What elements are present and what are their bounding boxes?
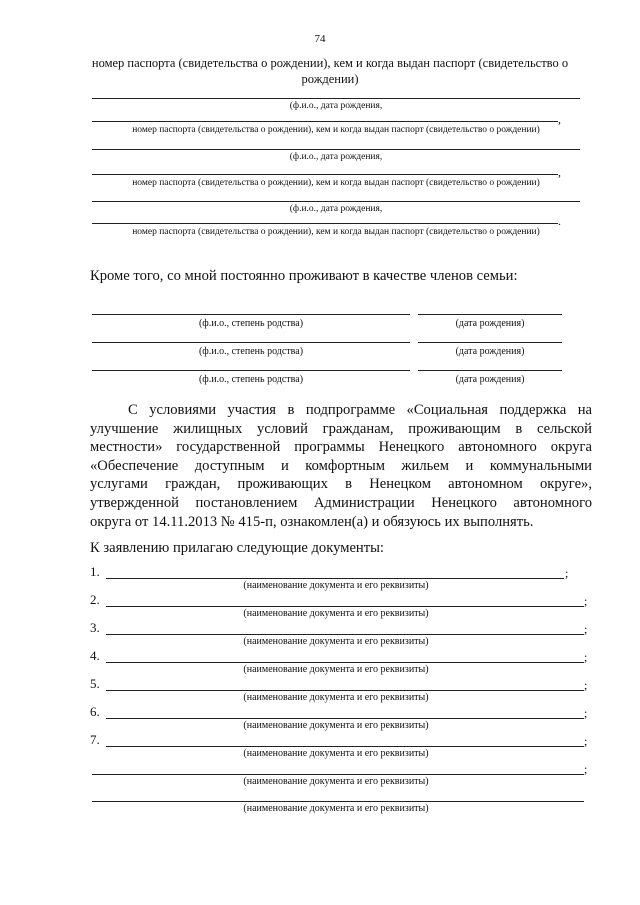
applicant-line: [92, 121, 558, 122]
family-name-line: [92, 314, 410, 315]
conditions-paragraph: [90, 401, 592, 531]
document-caption: (наименование документа и его реквизиты): [243, 776, 429, 787]
document-line: [106, 634, 584, 635]
conditions-line: С условиями участия в подпрограмме «Социальная поддержка на: [128, 402, 592, 418]
conditions-line: улучшение жилищных условий гражданам, проживающим в сельской: [90, 420, 592, 437]
document-caption: (наименование документа и его реквизиты): [243, 692, 429, 703]
passport-caption: номер паспорта (свидетельства о рождении), кем и когда выдан паспорт (свидетельство о рождении): [132, 178, 540, 188]
fio-caption: (ф.и.о., дата рождения,: [289, 152, 383, 162]
intro-passport-caption: [80, 55, 580, 87]
family-date-line: [418, 370, 562, 371]
document-number: 2.: [90, 592, 100, 607]
conditions-line: «Обеспечение доступным и комфортным жильем и коммунальными: [90, 457, 592, 474]
comma-mark: ,: [558, 112, 561, 126]
family-name-caption: (ф.и.о., степень родства): [198, 318, 304, 329]
document-line: [92, 774, 584, 775]
document-caption: (наименование документа и его реквизиты): [243, 580, 429, 591]
document-line: [106, 662, 584, 663]
semicolon-mark: ;: [584, 734, 588, 748]
documents-heading: К заявлению прилагаю следующие документы:: [90, 540, 384, 556]
semicolon-mark: ;: [565, 566, 569, 580]
applicant-line: [92, 174, 558, 175]
semicolon-mark: ;: [584, 678, 588, 692]
family-name-caption: (ф.и.о., степень родства): [198, 346, 304, 357]
document-number: 6.: [90, 704, 100, 719]
semicolon-mark: ;: [584, 762, 588, 776]
applicant-line: [92, 201, 580, 202]
fio-caption: (ф.и.о., дата рождения,: [289, 204, 383, 214]
conditions-line: местности» государственной программы Ненецкого автономного округа: [90, 439, 592, 456]
document-caption: (наименование документа и его реквизиты): [243, 748, 429, 759]
intro-line-2: рождении): [301, 72, 359, 86]
document-caption: (наименование документа и его реквизиты): [243, 803, 429, 814]
passport-caption: номер паспорта (свидетельства о рождении), кем и когда выдан паспорт (свидетельство о рождении): [132, 227, 540, 237]
page-number: 74: [314, 33, 326, 45]
comma-mark: ,: [558, 165, 561, 179]
document-number: 3.: [90, 620, 100, 635]
family-name-line: [92, 370, 410, 371]
conditions-line: округа от 14.11.2013 № 415-п, ознакомлен(а) и обязуюсь их выполнять.: [90, 513, 534, 530]
family-name-caption: (ф.и.о., степень родства): [198, 374, 304, 385]
document-caption: (наименование документа и его реквизиты): [243, 636, 429, 647]
family-date-line: [418, 314, 562, 315]
document-number: 5.: [90, 676, 100, 691]
applicant-line: [92, 98, 580, 99]
document-caption: (наименование документа и его реквизиты): [243, 608, 429, 619]
conditions-line: утвержденной постановлением Администрации Ненецкого автономного: [90, 494, 592, 511]
semicolon-mark: ;: [584, 594, 588, 608]
passport-caption: номер паспорта (свидетельства о рождении), кем и когда выдан паспорт (свидетельство о рождении): [132, 125, 540, 135]
semicolon-mark: ;: [584, 622, 588, 636]
document-number: 7.: [90, 732, 100, 747]
document-line: [106, 690, 584, 691]
applicant-line: [92, 149, 580, 150]
document-caption: (наименование документа и его реквизиты): [243, 664, 429, 675]
document-line: [106, 578, 564, 579]
fio-caption: (ф.и.о., дата рождения,: [289, 101, 383, 111]
document-number: 4.: [90, 648, 100, 663]
family-name-line: [92, 342, 410, 343]
document-caption: (наименование документа и его реквизиты): [243, 720, 429, 731]
family-date-line: [418, 342, 562, 343]
intro-line-1: номер паспорта (свидетельства о рождении), кем и когда выдан паспорт (свидетельство о: [91, 56, 569, 70]
semicolon-mark: ;: [584, 650, 588, 664]
family-date-caption: (дата рождения): [455, 318, 525, 329]
document-line: [106, 606, 584, 607]
semicolon-mark: ;: [584, 706, 588, 720]
document-line: [92, 801, 584, 802]
family-heading: Кроме того, со мной постоянно проживают в качестве членов семьи:: [90, 268, 518, 284]
applicant-line: [92, 223, 558, 224]
document-line: [106, 718, 584, 719]
document-line: [106, 746, 584, 747]
period-mark: .: [558, 214, 561, 228]
document-number: 1.: [90, 564, 100, 579]
family-date-caption: (дата рождения): [455, 374, 525, 385]
conditions-line: услугами граждан, проживающих в Ненецком автономном округе»,: [90, 476, 592, 493]
family-date-caption: (дата рождения): [455, 346, 525, 357]
